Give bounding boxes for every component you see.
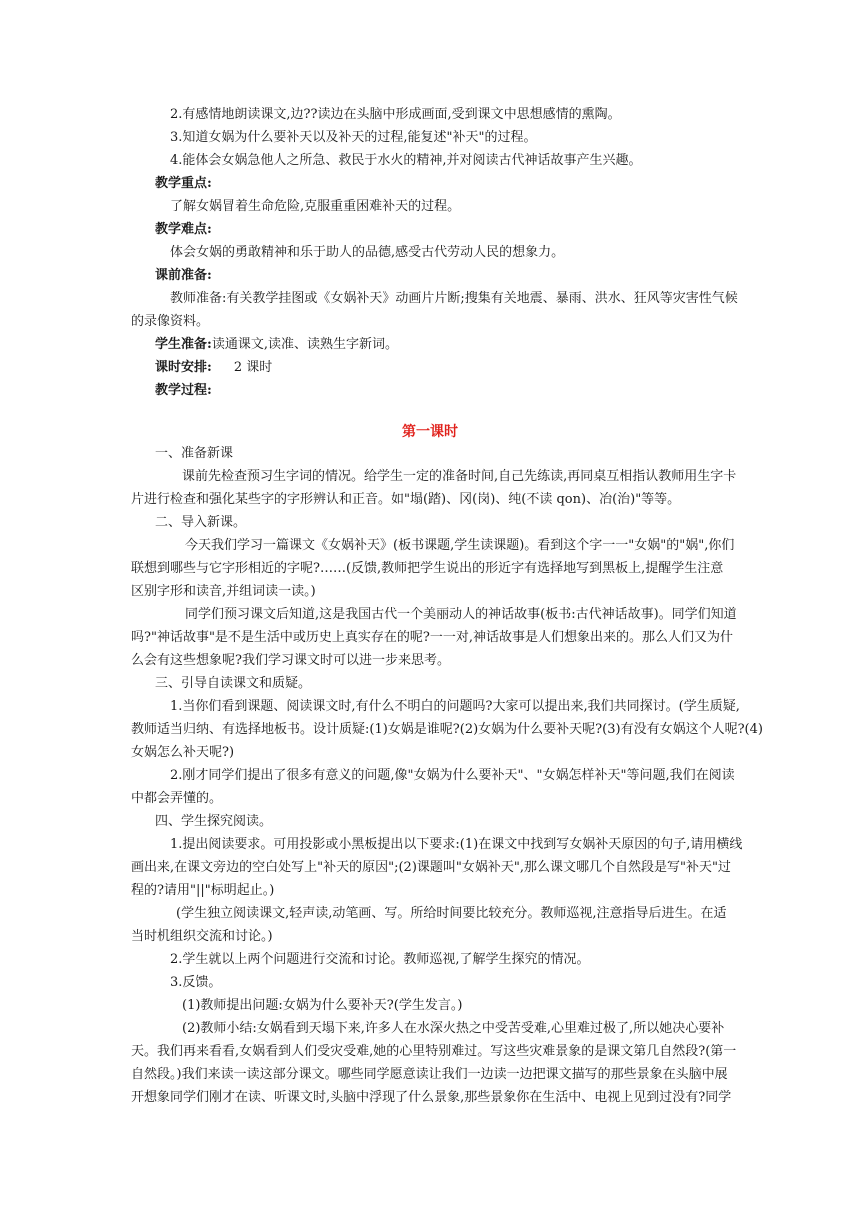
section-4-paragraph-1-end: 程的?请用"||"标明起止。) — [131, 883, 275, 898]
section-3-paragraph-1-cont: 教师适当归纳、有选择地板书。设计质疑:(1)女娲是谁呢?(2)女娲为什么要补天呢?(3)有没有女娲这个人呢?(4) — [131, 722, 763, 737]
section-4-paragraph-2-cont: 当时机组织交流和讨论。) — [131, 929, 273, 944]
difficulty-heading: 教学难点: — [155, 222, 212, 237]
section-4-paragraph-2: (学生独立阅读课文,轻声读,动笔画、写。所给时间要比较充分。教师巡视,注意指导后进生。在适 — [176, 906, 727, 921]
preparation-heading: 课前准备: — [155, 268, 212, 283]
schedule — [155, 357, 765, 379]
section-4-paragraph-6: (2)教师小结:女娲看到天塌下来,许多人在水深火热之中受苦受难,心里难过极了,所以她决心要补 — [182, 1021, 725, 1036]
section-4-paragraph-6-cont-3: 开想象同学们刚才在读、听课文时,头脑中浮现了什么景象,那些景象你在生活中、电视上见到过没有?同学 — [131, 1090, 732, 1105]
section-4-title: 四、学生探究阅读。 — [155, 814, 273, 829]
section-2-paragraph-1: 今天我们学习一篇课文《女娲补天》(板书课题,学生读课题)。看到这个字一一"女娲"的"娲",你们 — [185, 538, 735, 553]
section-4-paragraph-3: 2.学生就以上两个问题进行交流和讨论。教师巡视,了解学生探究的情况。 — [170, 952, 590, 967]
section-2-paragraph-2-cont: 吗?"神话故事"是不是生活中或历史上真实存在的呢?一一对,神话故事是人们想象出来的。那么人们又为什 — [131, 630, 734, 645]
section-4-paragraph-1-cont: 画出来,在课文旁边的空白处写上"补天的原因";(2)课题叫"女娲补天",那么课文哪几个自然段是写"补天"过 — [131, 860, 731, 875]
section-2-paragraph-2-end: 么会有这些想象呢?我们学习课文时可以进一步来思考。 — [131, 653, 450, 668]
process-heading: 教学过程: — [155, 383, 212, 398]
section-3-title: 三、引导自读课文和质疑。 — [155, 676, 312, 691]
section-4-paragraph-5: (1)教师提出问题:女娲为什么要补天?(学生发言。) — [182, 998, 463, 1013]
section-1-title: 一、准备新课 — [155, 446, 234, 461]
student-preparation — [155, 334, 765, 356]
lesson-title: 第一课时 — [402, 424, 458, 440]
schedule-value: 2 课时 — [233, 360, 273, 375]
section-2-paragraph-2: 同学们预习课文后知道,这是我国古代一个美丽动人的神话故事(板书:古代神话故事)。同学们知道 — [185, 607, 737, 622]
section-1-paragraph-cont: 片进行检查和强化某些字的字形辨认和正音。如"塌(踏)、冈(岗)、纯(不读 qon)、冶(治)"等等。 — [131, 492, 681, 507]
section-4-paragraph-6-cont-2: 自然段。)我们来读一读这部分课文。哪些同学愿意读让我们一边读一边把课文描写的那些景象在头脑中展 — [131, 1067, 728, 1082]
student-preparation-text: 读通课文,读准、读熟生字新词。 — [211, 337, 398, 352]
key-point-text: 了解女娲冒着生命危险,克服重重困难补天的过程。 — [170, 199, 461, 214]
section-4-paragraph-1: 1.提出阅读要求。可用投影或小黑板提出以下要求:(1)在课文中找到写女娲补天原因的句子,请用横线 — [170, 837, 743, 852]
schedule-label: 课时安排: — [155, 360, 212, 375]
section-3-paragraph-1: 1.当你们看到课题、阅读课文时,有什么不明白的问题吗?大家可以提出来,我们共同探讨。(学生质疑, — [170, 699, 740, 714]
section-1-paragraph: 课前先检查预习生字词的情况。给学生一定的准备时间,自己先练读,再同桌互相指认教师用生字卡 — [182, 469, 737, 484]
goal-item-3: 3.知道女娲为什么要补天以及补天的过程,能复述"补天"的过程。 — [170, 130, 537, 145]
section-3-paragraph-1-end: 女娲怎么补天呢?) — [131, 745, 235, 760]
section-4-paragraph-4: 3.反馈。 — [170, 975, 222, 990]
teacher-preparation: 教师准备:有关教学挂图或《女娲补天》动画片片断;搜集有关地震、暴雨、洪水、狂风等灾害性气候 — [170, 291, 738, 306]
key-point-heading: 教学重点: — [155, 176, 212, 191]
teacher-preparation-cont: 的录像资料。 — [131, 314, 210, 329]
section-3-paragraph-2-cont: 中都会弄懂的。 — [131, 791, 223, 806]
section-2-paragraph-1-cont: 联想到哪些与它字形相近的字呢?……(反馈,教师把学生说出的形近字有选择地写到黑板上,提醒学生注意 — [131, 561, 724, 576]
section-3-paragraph-2: 2.刚才同学们提出了很多有意义的问题,像"女娲为什么要补天"、"女娲怎样补天"等问题,我们在阅读 — [170, 768, 735, 783]
difficulty-text: 体会女娲的勇敢精神和乐于助人的品德,感受古代劳动人民的想象力。 — [170, 245, 565, 260]
goal-item-2: 2.有感情地朗读课文,边??读边在头脑中形成画面,受到课文中思想感情的熏陶。 — [170, 107, 621, 122]
section-4-paragraph-6-cont-1: 天。我们再来看看,女娲看到人们受灾受难,她的心里特别难过。写这些灾难景象的是课文第几自然段?(第一 — [131, 1044, 737, 1059]
student-preparation-label: 学生准备: — [155, 337, 212, 352]
section-2-paragraph-1-end: 区别字形和读音,并组词读一读。) — [131, 584, 316, 599]
goal-item-4: 4.能体会女娲急他人之所急、救民于水火的精神,并对阅读古代神话故事产生兴趣。 — [170, 153, 642, 168]
section-2-title: 二、导入新课。 — [155, 515, 247, 530]
